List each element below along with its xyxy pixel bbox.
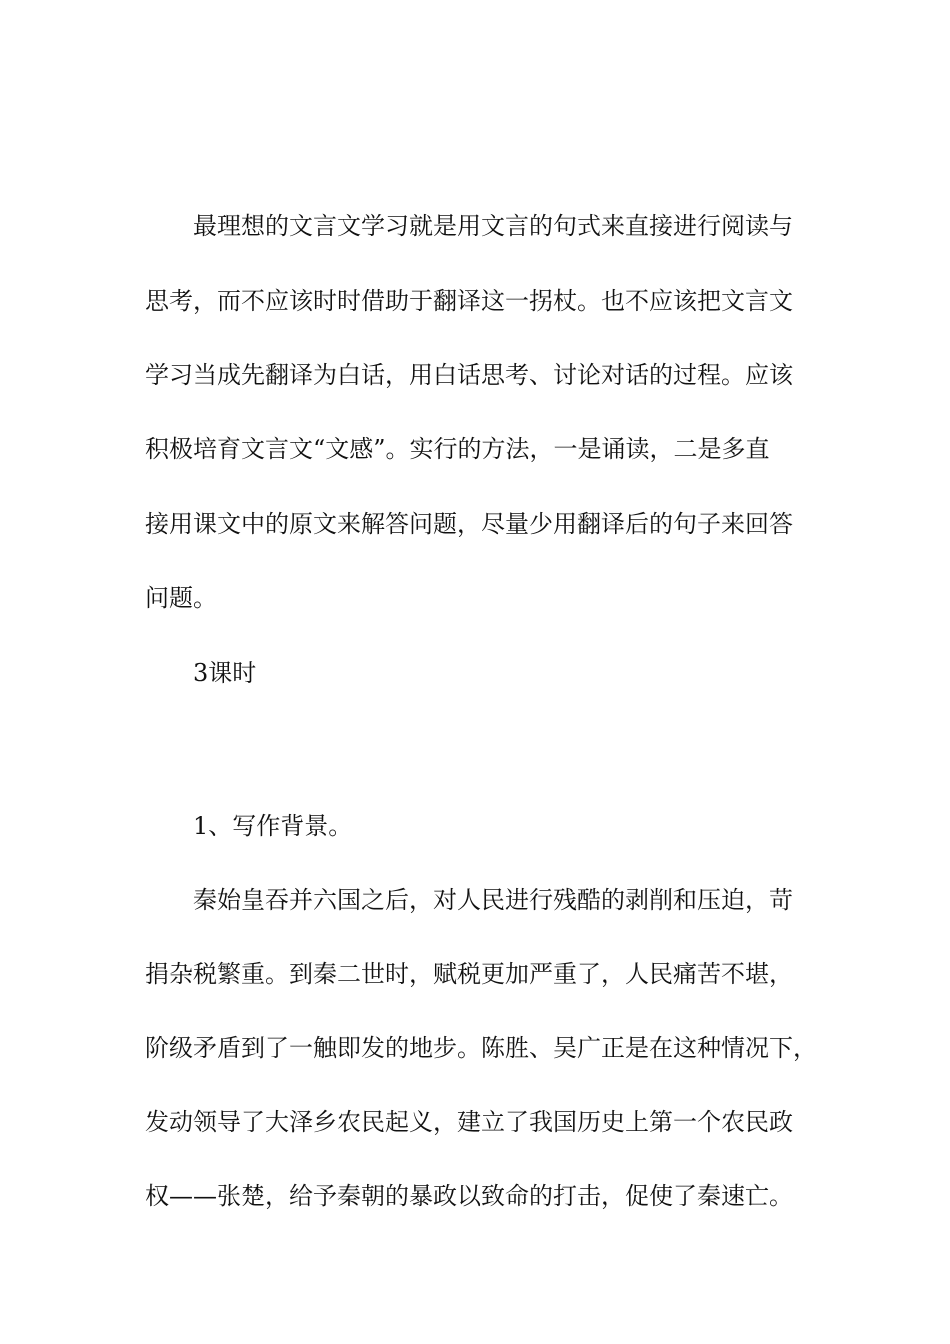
background-line-3: 阶级矛盾到了一触即发的地步。陈胜、吴广正是在这种情况下， — [145, 1034, 817, 1062]
paragraph-line-6: 问题。 — [145, 584, 217, 612]
paragraph-line-2: 思考，而不应该时时借助于翻译这一拐杖。也不应该把文言文 — [145, 287, 793, 315]
class-hours-label: 3课时 — [193, 659, 257, 687]
paragraph-line-3: 学习当成先翻译为白话，用白话思考、讨论对话的过程。应该 — [145, 361, 793, 389]
paragraph-line-1: 最理想的文言文学习就是用文言的句式来直接进行阅读与 — [193, 212, 793, 240]
paragraph-line-4: 积极培育文言文“文感”。实行的方法，一是诵读，二是多直 — [145, 435, 770, 463]
background-line-5: 权——张楚，给予秦朝的暴政以致命的打击，促使了秦速亡。 — [145, 1182, 793, 1210]
section-heading: 1、写作背景。 — [193, 812, 353, 840]
paragraph-line-5: 接用课文中的原文来解答问题，尽量少用翻译后的句子来回答 — [145, 510, 793, 538]
background-line-2: 捐杂税繁重。到秦二世时，赋税更加严重了，人民痛苦不堪， — [145, 960, 793, 988]
background-line-4: 发动领导了大泽乡农民起义，建立了我国历史上第一个农民政 — [145, 1108, 793, 1136]
background-line-1: 秦始皇吞并六国之后，对人民进行残酷的剥削和压迫，苛 — [193, 886, 793, 914]
